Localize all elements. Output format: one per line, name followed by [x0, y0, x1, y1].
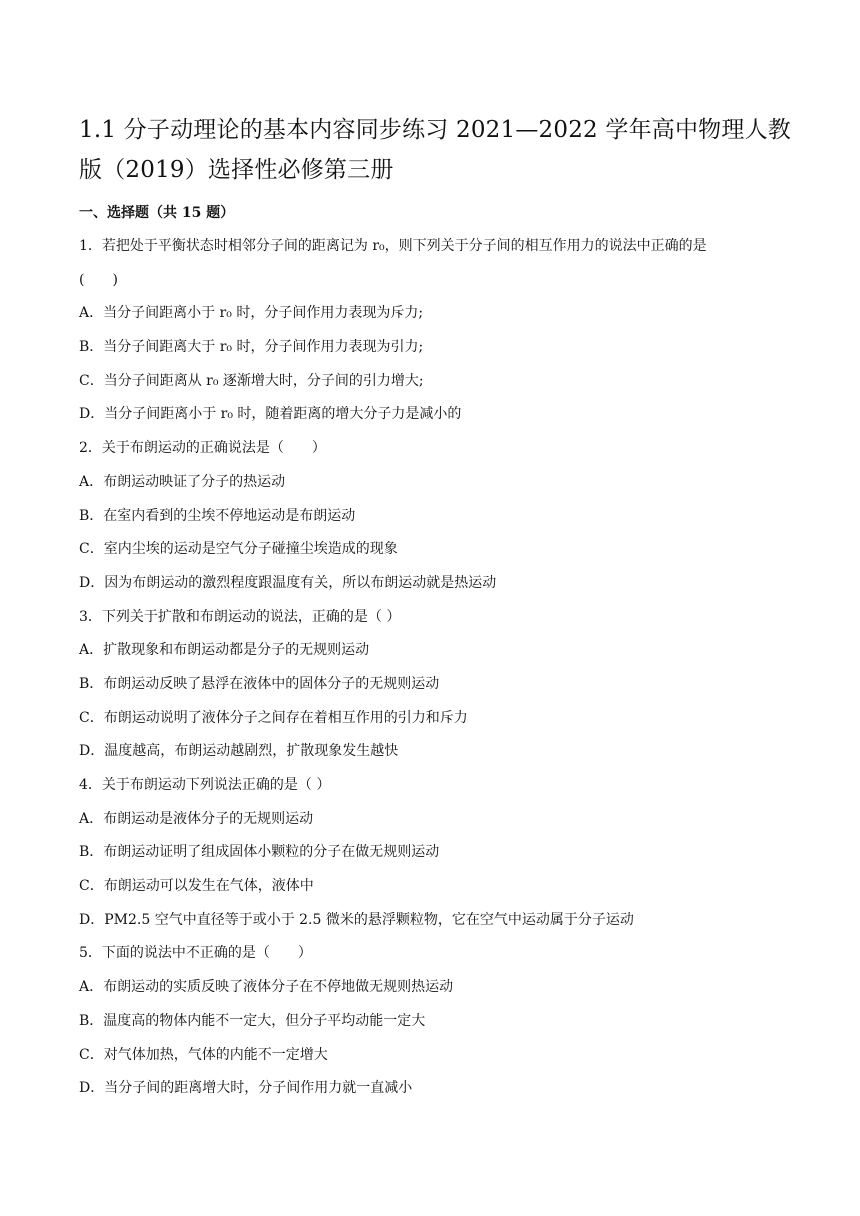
question-4	[79, 775, 779, 943]
option-b: B．在室内看到的尘埃不停地运动是布朗运动	[79, 507, 356, 524]
option-a: A．布朗运动映证了分子的热运动	[79, 473, 286, 490]
option-a: A．布朗运动的实质反映了液体分子在不停地做无规则热运动	[79, 979, 454, 996]
question-list	[79, 236, 779, 1112]
option-c: C．布朗运动说明了液体分子之间存在着相互作用的引力和斥力	[79, 709, 468, 726]
option-b: B．布朗运动证明了组成固体小颗粒的分子在做无规则运动	[79, 844, 440, 861]
option-c: C．室内尘埃的运动是空气分子碰撞尘埃造成的现象	[79, 541, 398, 558]
option-d: D．当分子间距离小于 r₀ 时，随着距离的增大分子力是减小的	[79, 406, 462, 423]
question-stem: 2．关于布朗运动的正确说法是（ ）	[79, 440, 326, 457]
question-5	[79, 943, 779, 1111]
section-heading: 一、选择题（共 15 题）	[79, 205, 235, 221]
question-stem: 3．下列关于扩散和布朗运动的说法，正确的是（ ）	[79, 608, 401, 625]
option-d: D．PM2.5 空气中直径等于或小于 2.5 微米的悬浮颗粒物，它在空气中运动属于分子运动	[79, 911, 634, 928]
option-b: B．布朗运动反映了悬浮在液体中的固体分子的无规则运动	[79, 675, 440, 692]
question-stem: 4．关于布朗运动下列说法正确的是（ ）	[79, 777, 331, 793]
option-b: B．温度高的物体内能不一定大，但分子平均动能一定大	[79, 1012, 426, 1029]
option-b: B．当分子间距离大于 r₀ 时，分子间作用力表现为引力;	[79, 339, 424, 356]
option-c: C．当分子间距离从 r₀ 逐渐增大时，分子间的引力增大;	[79, 372, 424, 389]
option-d: D．当分子间的距离增大时，分子间作用力就一直减小	[79, 1080, 413, 1097]
question-stem: 5．下面的说法中不正确的是（ ）	[79, 945, 312, 962]
option-c: C．对气体加热，气体的内能不一定增大	[79, 1046, 328, 1063]
option-a: A．布朗运动是液体分子的无规则运动	[79, 810, 314, 827]
option-d: D．温度越高，布朗运动越剧烈，扩散现象发生越快	[79, 743, 399, 760]
option-a: A．当分子间距离小于 r₀ 时，分子间作用力表现为斥力;	[79, 305, 424, 322]
option-c: C．布朗运动可以发生在气体，液体中	[79, 878, 314, 895]
question-1	[79, 236, 779, 438]
question-stem: 1．若把处于平衡状态时相邻分子间的距离记为 r₀，则下列关于分子间的相互作用力的说法中正确的是	[79, 238, 707, 254]
option-a: A．扩散现象和布朗运动都是分子的无规则运动	[79, 642, 370, 659]
option-d: D．因为布朗运动的激烈程度跟温度有关，所以布朗运动就是热运动	[79, 574, 497, 591]
document-title: 1.1 分子动理论的基本内容同步练习 2021—2022 学年高中物理人教版（2019）选择性必修第三册	[79, 117, 791, 183]
question-3	[79, 607, 779, 775]
question-stem-continuation: ( )	[79, 271, 118, 288]
question-2	[79, 438, 779, 606]
